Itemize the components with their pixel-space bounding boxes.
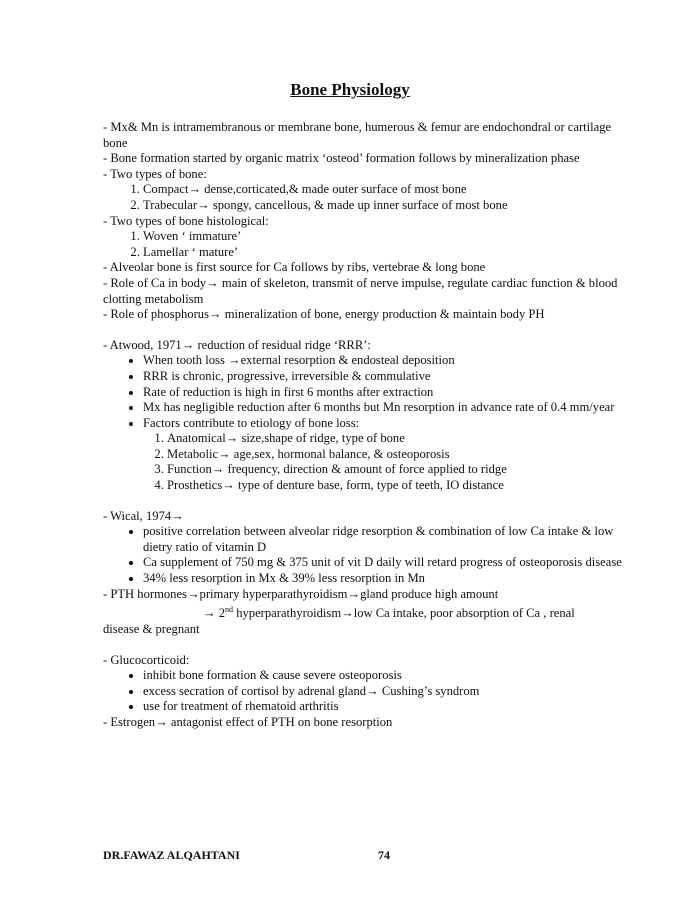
list-item: • Rate of reduction is high in first 6 months after extraction [143,385,623,401]
list-item: 1. Anatomical→ size,shape of ridge, type of bone [167,431,623,447]
glucocorticoid-heading: - Glucocorticoid: [103,652,190,667]
factors-heading: Factors contribute to etiology of bone loss: [143,415,360,430]
page-content [103,120,623,731]
paragraph-alveolar: - Alveolar bone is first source for Ca follows by ribs, vertebrae & long bone [103,260,486,275]
list-item: 2. Metabolic→ age,sex, hormonal balance, & osteoporosis [167,447,623,463]
list-item: • use for treatment of rhematoid arthritis [143,699,623,715]
paragraph-bone-types-origin: - Mx& Mn is intramembranous or membrane bone, humerous & femur are endochondral or cartilage bone [103,120,612,150]
list-item [143,416,623,494]
paragraph-two-types: - Two types of bone: [103,166,207,181]
atwood-heading: - Atwood, 1971→ reduction of residual ridge ‘RRR’: [103,337,371,352]
list-item: • RRR is chronic, progressive, irreversible & commulative [143,369,623,385]
list-item: • Mx has negligible reduction after 6 months but Mn resorption in advance rate of 0.4 mm/year [143,400,623,416]
pth-continuation: disease & pregnant [103,622,200,636]
glucocorticoid-list [103,668,623,715]
list-item: • Ca supplement of 750 mg & 375 unit of vit D daily will retard progress of osteoporosis disease [143,555,623,571]
list-item: 4. Prosthetics→ type of denture base, form, type of teeth, IO distance [167,478,623,494]
pth-superscript: nd [225,605,234,615]
paragraph-phosphorus-role: - Role of phosphorus→ mineralization of bone, energy production & maintain body PH [103,307,545,322]
pth-arrow: → 2 [203,606,226,621]
histological-list [103,229,623,260]
list-item: • 34% less resorption in Mx & 39% less resorption in Mn [143,571,623,587]
page-number: 74 [378,848,390,862]
list-item: 1. Compact→ dense,corticated,& made outer surface of most bone [143,182,623,198]
bone-types-list [103,182,623,213]
list-item: 1. Woven ‘ immature’ [143,229,623,245]
paragraph-histological: - Two types of bone histological: [103,213,269,228]
list-item: • positive correlation between alveolar ridge resorption & combination of low Ca intake & low dietry ratio of vitamin D [143,524,623,555]
list-item: • When tooth loss →external resorption & endosteal deposition [143,353,623,369]
atwood-list [103,353,623,493]
list-item: 2. Trabecular→ spongy, cancellous, & made up inner surface of most bone [143,198,623,214]
wical-list [103,524,623,586]
paragraph-calcium-role: - Role of Ca in body→ main of skeleton, transmit of nerve impulse, regulate cardiac function & blood clotting metabolism [103,275,618,306]
footer-author: DR.FAWAZ ALQAHTANI [103,848,240,862]
factors-list [143,431,623,493]
paragraph-bone-formation: - Bone formation started by organic matrix ‘osteod’ formation follows by mineralization phase [103,151,580,166]
list-item: 3. Function→ frequency, direction & amount of force applied to ridge [167,462,623,478]
page-title: Bone Physiology [290,80,410,99]
list-item: • inhibit bone formation & cause severe osteoporosis [143,668,623,684]
pth-line: - PTH hormones→primary hyperparathyroidism→gland produce high amount [103,586,499,601]
estrogen-line: - Estrogen→ antagonist effect of PTH on bone resorption [103,714,393,729]
list-item: • excess secration of cortisol by adrenal gland→ Cushing’s syndrom [143,684,623,700]
list-item: 2. Lamellar ‘ mature’ [143,245,623,261]
wical-heading: - Wical, 1974→ [103,508,184,523]
pth-secondary-text: hyperparathyroidism→low Ca intake, poor absorption of Ca , renal [233,606,575,621]
pth-secondary-line [103,602,623,622]
